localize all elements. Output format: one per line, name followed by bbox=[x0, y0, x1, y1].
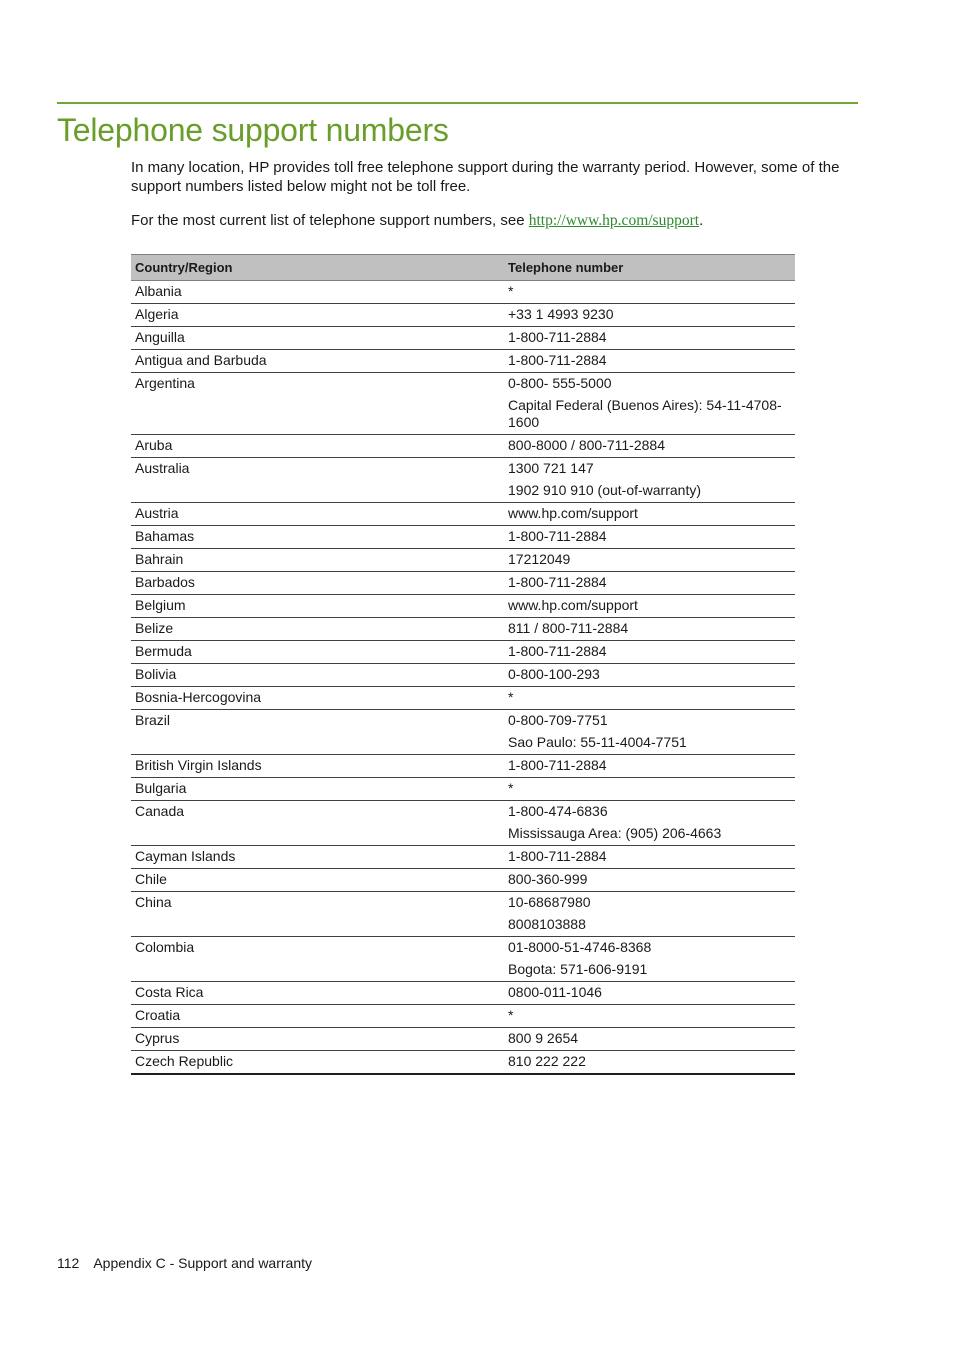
telephone-cell bbox=[504, 549, 795, 572]
telephone-number: 0-800- 555-5000 bbox=[508, 375, 612, 391]
table-row bbox=[131, 618, 795, 641]
page-number: 112 bbox=[57, 1255, 80, 1271]
telephone-number: Mississauga Area: (905) 206-4663 bbox=[508, 825, 722, 841]
support-link[interactable]: http://www.hp.com/support bbox=[528, 212, 700, 229]
country-cell: Barbados bbox=[131, 572, 504, 595]
telephone-number: 10-68687980 bbox=[508, 894, 591, 910]
intro-paragraph: In many location, HP provides toll free telephone support during the warranty period. However, some of the support numbers listed below might not be toll free. bbox=[131, 159, 840, 195]
telephone-number: 800-8000 / 800-711-2884 bbox=[508, 437, 665, 453]
telephone-number: * bbox=[508, 283, 514, 299]
telephone-cell bbox=[504, 846, 795, 869]
country-cell: Antigua and Barbuda bbox=[131, 350, 504, 373]
country-cell: Aruba bbox=[131, 435, 504, 458]
telephone-number: 1-800-711-2884 bbox=[508, 848, 607, 864]
table-row bbox=[131, 801, 795, 846]
telephone-cell bbox=[504, 710, 795, 755]
telephone-number: www.hp.com/support bbox=[508, 505, 638, 521]
country-cell: Austria bbox=[131, 503, 504, 526]
country-cell: Belize bbox=[131, 618, 504, 641]
telephone-cell bbox=[504, 618, 795, 641]
telephone-cell bbox=[504, 435, 795, 458]
country-cell: Costa Rica bbox=[131, 982, 504, 1005]
telephone-table bbox=[131, 254, 795, 1075]
column-header-telephone: Telephone number bbox=[504, 255, 795, 281]
table-row bbox=[131, 687, 795, 710]
telephone-number: 01-8000-51-4746-8368 bbox=[508, 939, 652, 955]
country-cell: Argentina bbox=[131, 373, 504, 435]
country-cell: Colombia bbox=[131, 937, 504, 982]
telephone-cell bbox=[504, 572, 795, 595]
table-row bbox=[131, 937, 795, 982]
table-row bbox=[131, 327, 795, 350]
table-header-row bbox=[131, 255, 795, 281]
telephone-number: 1-800-711-2884 bbox=[508, 329, 607, 345]
telephone-number: 811 / 800-711-2884 bbox=[508, 620, 629, 636]
telephone-cell bbox=[504, 869, 795, 892]
telephone-number: 1-800-711-2884 bbox=[508, 352, 607, 368]
table-row bbox=[131, 526, 795, 549]
telephone-cell bbox=[504, 982, 795, 1005]
telephone-cell bbox=[504, 350, 795, 373]
country-cell: Belgium bbox=[131, 595, 504, 618]
country-cell: Anguilla bbox=[131, 327, 504, 350]
country-cell: Brazil bbox=[131, 710, 504, 755]
table-row bbox=[131, 710, 795, 755]
telephone-cell bbox=[504, 801, 795, 846]
telephone-cell bbox=[504, 304, 795, 327]
telephone-number: * bbox=[508, 1007, 514, 1023]
table-row bbox=[131, 1051, 795, 1075]
telephone-cell bbox=[504, 1005, 795, 1028]
table-row bbox=[131, 350, 795, 373]
table-row bbox=[131, 892, 795, 937]
telephone-number: 0-800-709-7751 bbox=[508, 712, 608, 728]
country-cell: Croatia bbox=[131, 1005, 504, 1028]
table-row bbox=[131, 846, 795, 869]
table-row bbox=[131, 869, 795, 892]
country-cell: Chile bbox=[131, 869, 504, 892]
telephone-number: 1300 721 147 bbox=[508, 460, 594, 476]
telephone-number: 17212049 bbox=[508, 551, 571, 567]
footer-section: Appendix C - Support and warranty bbox=[93, 1255, 313, 1271]
country-cell: Bulgaria bbox=[131, 778, 504, 801]
table-row bbox=[131, 641, 795, 664]
country-cell: Canada bbox=[131, 801, 504, 846]
telephone-cell bbox=[504, 687, 795, 710]
page-title: Telephone support numbers bbox=[57, 112, 449, 148]
table-row bbox=[131, 982, 795, 1005]
telephone-cell bbox=[504, 1028, 795, 1051]
support-link-paragraph bbox=[131, 211, 851, 230]
telephone-cell bbox=[504, 641, 795, 664]
country-cell: Bolivia bbox=[131, 664, 504, 687]
table-row bbox=[131, 435, 795, 458]
table-row bbox=[131, 572, 795, 595]
telephone-number: 0800-011-1046 bbox=[508, 984, 602, 1000]
table-row bbox=[131, 755, 795, 778]
telephone-cell bbox=[504, 327, 795, 350]
telephone-cell bbox=[504, 373, 795, 435]
telephone-cell bbox=[504, 937, 795, 982]
page-footer bbox=[57, 1254, 312, 1272]
telephone-cell bbox=[504, 595, 795, 618]
table-row bbox=[131, 595, 795, 618]
country-cell: Cyprus bbox=[131, 1028, 504, 1051]
telephone-cell bbox=[504, 281, 795, 304]
table-row bbox=[131, 1005, 795, 1028]
telephone-number: +33 1 4993 9230 bbox=[508, 306, 614, 322]
telephone-number: 800 9 2654 bbox=[508, 1030, 579, 1046]
country-cell: Algeria bbox=[131, 304, 504, 327]
support-link-suffix: . bbox=[699, 212, 704, 229]
telephone-number: 0-800-100-293 bbox=[508, 666, 600, 682]
country-cell: Cayman Islands bbox=[131, 846, 504, 869]
support-link-prefix: For the most current list of telephone support numbers, see bbox=[131, 212, 529, 229]
telephone-number: * bbox=[508, 780, 514, 796]
telephone-cell bbox=[504, 778, 795, 801]
table-row bbox=[131, 304, 795, 327]
telephone-cell bbox=[504, 1051, 795, 1075]
telephone-cell bbox=[504, 664, 795, 687]
table-row bbox=[131, 549, 795, 572]
telephone-cell bbox=[504, 892, 795, 937]
country-cell: China bbox=[131, 892, 504, 937]
telephone-number: Capital Federal (Buenos Aires): 54-11-4708-1600 bbox=[508, 397, 782, 430]
telephone-number: Bogota: 571-606-9191 bbox=[508, 961, 648, 977]
table-row bbox=[131, 778, 795, 801]
telephone-number: 1-800-711-2884 bbox=[508, 528, 607, 544]
telephone-number: 1-800-711-2884 bbox=[508, 643, 607, 659]
telephone-number: * bbox=[508, 689, 514, 705]
telephone-cell bbox=[504, 755, 795, 778]
column-header-country: Country/Region bbox=[131, 255, 504, 281]
table-body bbox=[131, 281, 795, 1075]
telephone-number: Sao Paulo: 55-11-4004-7751 bbox=[508, 734, 687, 750]
telephone-number: 1-800-711-2884 bbox=[508, 757, 607, 773]
country-cell: Bosnia-Hercogovina bbox=[131, 687, 504, 710]
country-cell: Albania bbox=[131, 281, 504, 304]
table-row bbox=[131, 373, 795, 435]
telephone-number: 800-360-999 bbox=[508, 871, 588, 887]
telephone-cell bbox=[504, 503, 795, 526]
country-cell: Czech Republic bbox=[131, 1051, 504, 1075]
table-row bbox=[131, 458, 795, 503]
telephone-number: 1-800-711-2884 bbox=[508, 574, 607, 590]
telephone-cell bbox=[504, 458, 795, 503]
table-row bbox=[131, 1028, 795, 1051]
telephone-cell bbox=[504, 526, 795, 549]
table-row bbox=[131, 281, 795, 304]
country-cell: Bermuda bbox=[131, 641, 504, 664]
telephone-number: 1902 910 910 (out-of-warranty) bbox=[508, 482, 701, 498]
country-cell: Bahrain bbox=[131, 549, 504, 572]
telephone-number: www.hp.com/support bbox=[508, 597, 638, 613]
table-row bbox=[131, 664, 795, 687]
country-cell: Bahamas bbox=[131, 526, 504, 549]
table-row bbox=[131, 503, 795, 526]
telephone-number: 8008103888 bbox=[508, 916, 586, 932]
country-cell: British Virgin Islands bbox=[131, 755, 504, 778]
telephone-number: 810 222 222 bbox=[508, 1053, 586, 1069]
country-cell: Australia bbox=[131, 458, 504, 503]
telephone-number: 1-800-474-6836 bbox=[508, 803, 608, 819]
title-rule bbox=[57, 102, 858, 104]
